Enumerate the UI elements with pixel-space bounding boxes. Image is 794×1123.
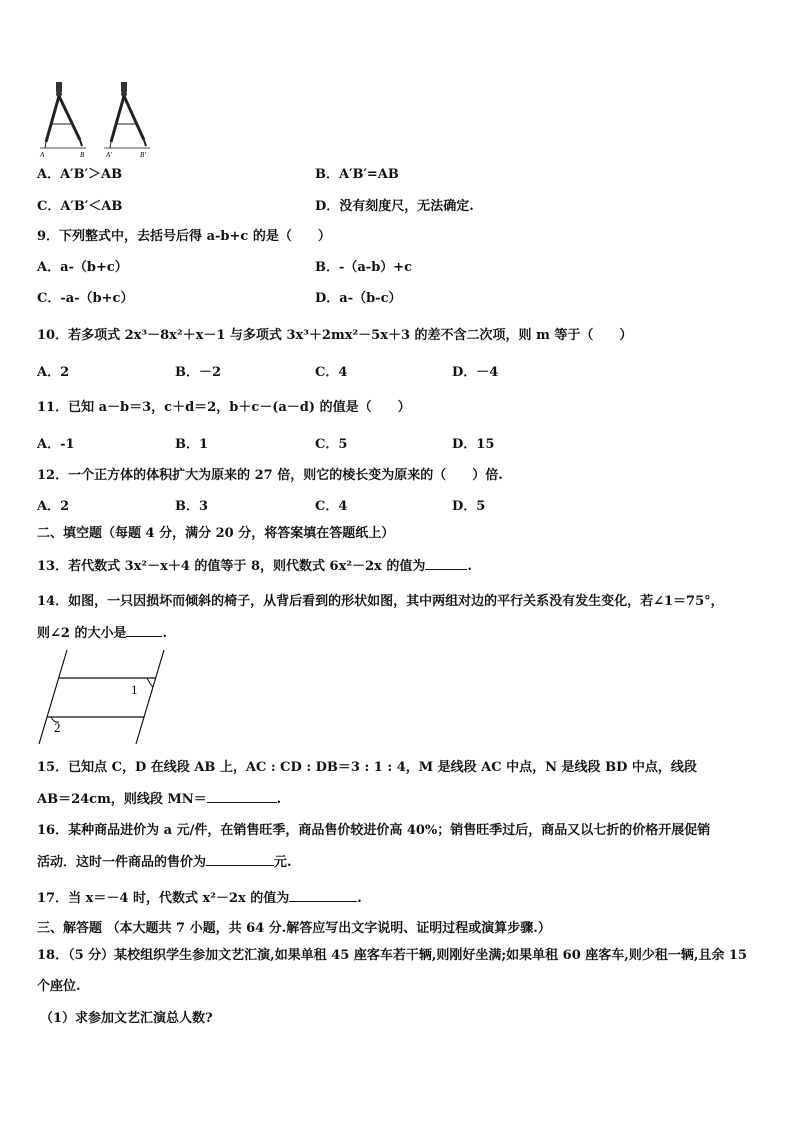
q15-end: . xyxy=(276,792,282,807)
q17-end: . xyxy=(357,891,362,906)
compass-figure xyxy=(36,80,156,160)
q16-line2 xyxy=(37,853,292,872)
q9-stem: 9．下列整式中，去括号后得 a-b+c 的是（ ） xyxy=(37,229,331,244)
compass-right-icon xyxy=(104,82,150,148)
q15-text: AB＝24cm，则线段 MN＝ xyxy=(37,792,207,807)
q15-line2 xyxy=(37,790,281,809)
q14-text: 则∠2 的大小是 xyxy=(37,626,127,641)
label-b: B xyxy=(80,151,85,159)
q12-option-a[interactable]: A．2 xyxy=(37,499,70,514)
q11-stem: 11．已知 a－b＝3，c＋d＝2，b＋c－(a－d) 的值是（ ） xyxy=(37,400,411,415)
q8-option-b[interactable]: B．A′B′=AB xyxy=(315,167,399,182)
q12-option-c[interactable]: C．4 xyxy=(315,499,348,514)
q18-line1: 18．（5 分）某校组织学生参加文艺汇演,如果单租 45 座客车若干辆,则刚好坐满;如果单租 60 座客车,则少租一辆,且余 15 xyxy=(37,948,747,963)
q16-line1: 16．某种商品进价为 a 元/件，在销售旺季，商品售价较进价高 40%；销售旺季过后，商品又以七折的价格开展促销 xyxy=(37,823,711,838)
label-a: A xyxy=(40,151,45,159)
q15-line1: 15．已知点 C，D 在线段 AB 上，AC : CD : DB＝3 : 1 : 4，M 是线段 AC 中点，N 是线段 BD 中点，线段 xyxy=(37,760,697,775)
section-2-heading: 二、填空题（每题 4 分，满分 20 分，将答案填在答题纸上） xyxy=(37,526,395,541)
q11-option-b[interactable]: B．1 xyxy=(175,437,209,452)
label-b-prime: B' xyxy=(140,151,146,159)
q13 xyxy=(37,557,472,576)
compass-left-icon xyxy=(40,82,86,148)
label-a-prime: A' xyxy=(106,151,112,159)
angle-2-label: 2 xyxy=(54,720,61,735)
q16-end: 元. xyxy=(274,855,292,870)
angle-1-label: 1 xyxy=(131,682,138,697)
q16-answer-blank[interactable] xyxy=(206,853,274,866)
q11-option-d[interactable]: D．15 xyxy=(452,437,495,452)
q17-answer-blank[interactable] xyxy=(289,889,357,902)
q14-answer-blank[interactable] xyxy=(126,624,162,637)
q13-end: . xyxy=(467,559,472,574)
q9-option-a[interactable]: A．a-（b+c） xyxy=(37,260,128,275)
q10-stem: 10．若多项式 2x³－8x²＋x－1 与多项式 3x³＋2mx²－5x＋3 的差不含二次项，则 m 等于（ ） xyxy=(37,328,633,343)
q14-line1: 14．如图，一只因损坏而倾斜的椅子，从背后看到的形状如图，其中两组对边的平行关系没有发生变化，若∠1＝75°， xyxy=(37,594,724,609)
q10-option-d[interactable]: D．－4 xyxy=(452,365,499,380)
q13-text: 13．若代数式 3x²－x＋4 的值等于 8，则代数式 6x²－2x 的值为 xyxy=(37,559,426,574)
q11-option-a[interactable]: A．-1 xyxy=(37,437,75,452)
q10-option-a[interactable]: A．2 xyxy=(37,365,70,380)
q17-text: 17．当 x＝－4 时，代数式 x²－2x 的值为 xyxy=(37,891,290,906)
section-3-heading: 三、解答题 （本大题共 7 小题，共 64 分.解答应写出文字说明、证明过程或演算步骤.） xyxy=(37,921,551,936)
q12-option-b[interactable]: B．3 xyxy=(175,499,209,514)
q16-text: 活动．这时一件商品的售价为 xyxy=(37,855,207,870)
q15-answer-blank[interactable] xyxy=(207,790,277,803)
q8-option-a[interactable]: A．A′B′＞AB xyxy=(37,167,123,182)
q10-option-c[interactable]: C．4 xyxy=(315,365,348,380)
chair-figure xyxy=(34,648,169,748)
q8-option-d[interactable]: D．没有刻度尺，无法确定. xyxy=(315,199,474,214)
q9-option-c[interactable]: C．-a-（b+c） xyxy=(37,291,134,306)
q12-option-d[interactable]: D．5 xyxy=(452,499,486,514)
q18-sub1: （1）求参加文艺汇演总人数? xyxy=(40,1011,213,1026)
q18-line2: 个座位. xyxy=(37,979,81,994)
q11-option-c[interactable]: C．5 xyxy=(315,437,348,452)
q17 xyxy=(37,889,362,908)
q13-answer-blank[interactable] xyxy=(425,557,467,570)
q14-end: . xyxy=(162,626,167,641)
q9-option-d[interactable]: D．a-（b-c） xyxy=(315,291,402,306)
q14-line2 xyxy=(37,624,167,643)
q10-option-b[interactable]: B．－2 xyxy=(175,365,222,380)
q12-stem: 12．一个正方体的体积扩大为原来的 27 倍，则它的棱长变为原来的（ ）倍. xyxy=(37,468,503,483)
q9-option-b[interactable]: B．-（a-b）+c xyxy=(315,260,413,275)
q8-option-c[interactable]: C．A′B′＜AB xyxy=(37,199,123,214)
